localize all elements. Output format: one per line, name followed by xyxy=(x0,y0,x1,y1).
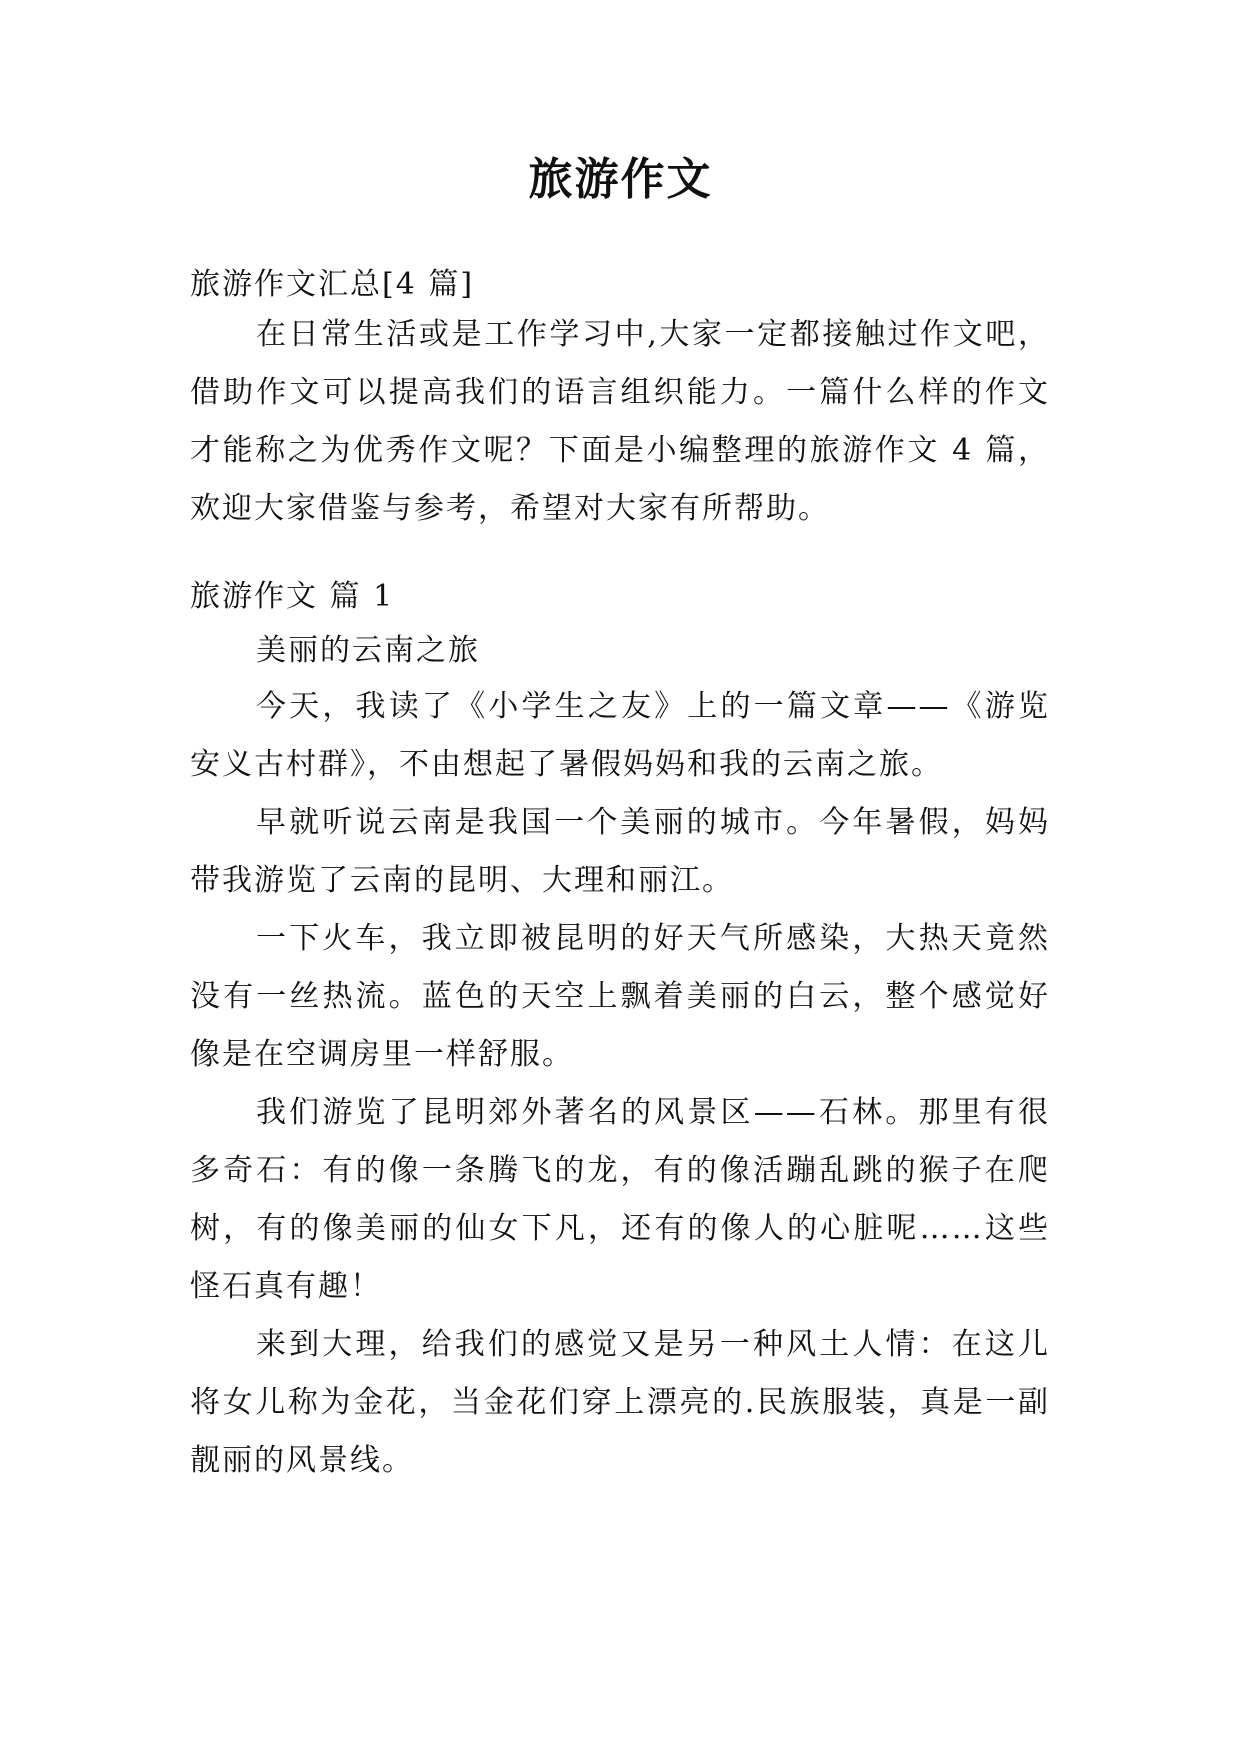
essay-paragraph: 一下火车，我立即被昆明的好天气所感染，大热天竟然没有一丝热流。蓝色的天空上飘着美丽的白云，整个感觉好像是在空调房里一样舒服。 xyxy=(190,921,1050,1072)
essay-paragraph: 来到大理，给我们的感觉又是另一种风土人情：在这儿将女儿称为金花，当金花们穿上漂亮的.民族服装，真是一副靓丽的风景线。 xyxy=(190,1327,1050,1478)
intro-paragraph: 在日常生活或是工作学习中,大家一定都接触过作文吧，借助作文可以提高我们的语言组织能力。一篇什么样的作文才能称之为优秀作文呢？下面是小编整理的旅游作文 4 篇，欢迎大家借鉴与参考，希望对大家有所帮助。 xyxy=(190,317,1050,526)
document-subtitle: 旅游作文汇总[4 篇] xyxy=(190,267,475,302)
document-title: 旅游作文 xyxy=(528,154,713,205)
essay-paragraph: 我们游览了昆明郊外著名的风景区——石林。那里有很多奇石：有的像一条腾飞的龙，有的像活蹦乱跳的猴子在爬树，有的像美丽的仙女下凡，还有的像人的心脏呢……这些怪石真有趣！ xyxy=(190,1095,1050,1304)
essay-1-block xyxy=(190,570,1050,1490)
essay-paragraph: 今天，我读了《小学生之友》上的一篇文章——《游览安义古村群》，不由想起了暑假妈妈和我的云南之旅。 xyxy=(190,689,1050,782)
document-subtitle-block xyxy=(190,258,1050,312)
essay-paragraph: 早就听说云南是我国一个美丽的城市。今年暑假，妈妈带我游览了云南的昆明、大理和丽江。 xyxy=(190,805,1050,898)
essay-title: 美丽的云南之旅 xyxy=(256,633,480,668)
section-heading: 旅游作文 篇 1 xyxy=(190,579,395,614)
intro-block xyxy=(190,306,1050,538)
